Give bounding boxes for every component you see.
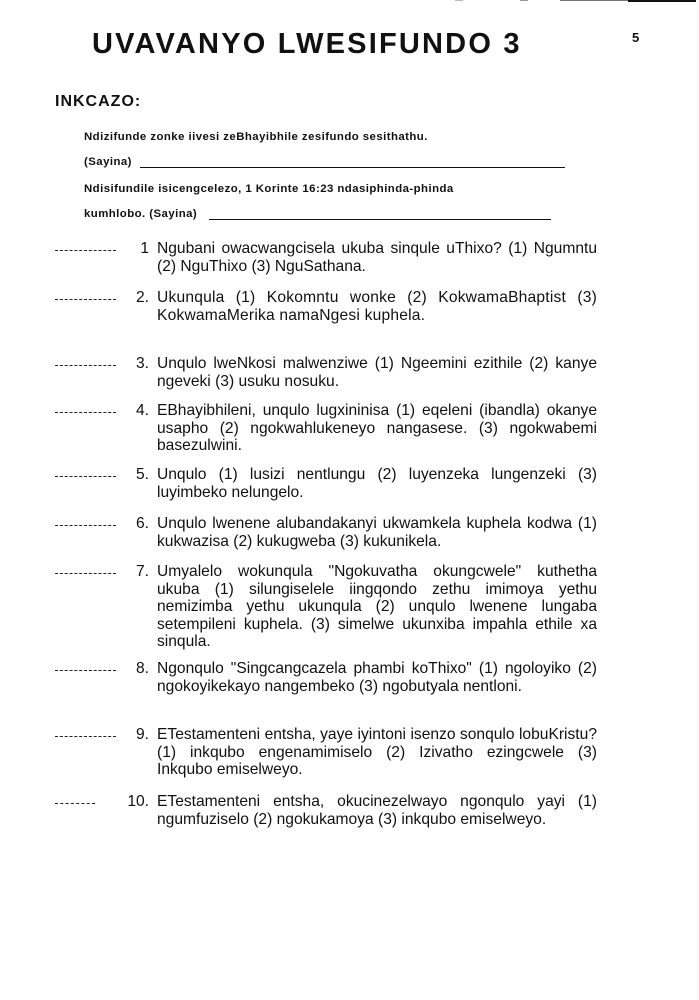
answer-blank[interactable] <box>55 289 116 300</box>
question-number: 7. <box>135 563 149 580</box>
question-text: Unqulo (1) lusizi nentlungu (2) luyenzeka lungenzeki (3) luyimbeko nelungelo. <box>157 466 597 501</box>
answer-blank[interactable] <box>55 660 116 671</box>
question-text: Ngubani owacwangcisela ukuba sinqule uThixo? (1) Ngumntu (2) NguThixo (3) NguSathana. <box>157 240 597 275</box>
question-text: Ngonqulo "Singcangcazela phambi koThixo" (1) ngoloyiko (2) ngokoyikekayo nangembeko (3) ngobutyala nentloni. <box>157 660 597 695</box>
question-text: ETestamenteni entsha, yaye iyintoni isenzo sonqulo lobuKristu? (1) inkqubo engenamimiselo (2) Izivatho ezingcwele (3) Inkqubo emiselweyo. <box>157 726 597 778</box>
scan-edge-mark <box>560 0 630 1</box>
answer-blank[interactable] <box>55 240 116 251</box>
question-text: Unqulo lwenene alubandakanyi ukwamkela kuphela kodwa (1) kukwazisa (2) kukugweba (3) kukunikela. <box>157 515 597 550</box>
question-item <box>55 563 597 651</box>
answer-blank[interactable] <box>55 355 116 366</box>
instructions-heading: INKCAZO: <box>55 93 142 110</box>
signature-field-1[interactable] <box>140 157 565 168</box>
question-item <box>55 355 597 390</box>
question-number: 4. <box>135 402 149 419</box>
question-item <box>55 240 597 275</box>
question-number: 8. <box>135 660 149 677</box>
question-item <box>55 289 597 324</box>
question-number: 9. <box>135 726 149 743</box>
question-item <box>55 515 597 550</box>
page-number: 5 <box>632 30 640 45</box>
instruction-line-verses <box>84 131 428 143</box>
instruction-text: Ndisifundile isicengcelezo, 1 Korinte 16:23 ndasiphinda-phinda <box>84 183 454 195</box>
answer-blank[interactable] <box>55 726 116 737</box>
signature-row-1 <box>84 156 565 168</box>
question-item <box>55 793 597 828</box>
question-text: EBhayibhileni, unqulo lugxininisa (1) eqeleni (ibandla) okanye usapho (2) ngokwahlukeneyo nangasese. (3) ngokwabemi basezulwini. <box>157 402 597 454</box>
scan-edge-mark <box>628 0 696 2</box>
signature-label: kumhlobo. (Sayina) <box>84 208 198 220</box>
question-text: Unqulo lweNkosi malwenziwe (1) Ngeemini ezithile (2) kanye ngeveki (3) usuku nosuku. <box>157 355 597 390</box>
answer-blank[interactable] <box>55 402 116 413</box>
question-item <box>55 726 597 779</box>
question-item <box>55 402 597 455</box>
answer-blank[interactable] <box>55 793 95 804</box>
question-text: Umyalelo wokunqula "Ngokuvatha okungcwele" kuthetha ukuba (1) silungiselele iingqondo zethu imimoya yethu nemizimba yethu ukunqula (2) unqulo lwenene lungaba setempileni kuphela. (3) simelwe ukunxiba impahla ethile xa sinqula. <box>157 563 597 650</box>
signature-field-2[interactable] <box>209 209 551 220</box>
question-number: 5. <box>135 466 149 483</box>
scan-edge-mark <box>455 0 463 1</box>
page-title: UVAVANYO LWESIFUNDO 3 <box>92 28 522 60</box>
question-text: Ukunqula (1) Kokomntu wonke (2) KokwamaBhaptist (3) KokwamaMerika namaNgesi kuphela. <box>157 289 597 324</box>
answer-blank[interactable] <box>55 466 116 477</box>
question-number: 1 <box>140 240 149 257</box>
instruction-line-memory-verse <box>84 183 454 195</box>
question-number: 2. <box>135 289 149 306</box>
question-number: 10. <box>127 793 149 810</box>
signature-label: (Sayina) <box>84 156 132 168</box>
question-number: 6. <box>135 515 149 532</box>
question-number: 3. <box>135 355 149 372</box>
question-text: ETestamenteni entsha, okucinezelwayo ngonqulo yayi (1) ngumfuziselo (2) ngokukamoya (3) inkqubo emiselweyo. <box>157 793 597 828</box>
question-item <box>55 660 597 695</box>
answer-blank[interactable] <box>55 515 116 526</box>
signature-row-2 <box>84 208 551 220</box>
scan-edge-mark <box>520 0 528 1</box>
question-item <box>55 466 597 501</box>
answer-blank[interactable] <box>55 563 116 574</box>
instruction-text: Ndizifunde zonke iivesi zeBhayibhile zesifundo sesithathu. <box>84 131 428 143</box>
